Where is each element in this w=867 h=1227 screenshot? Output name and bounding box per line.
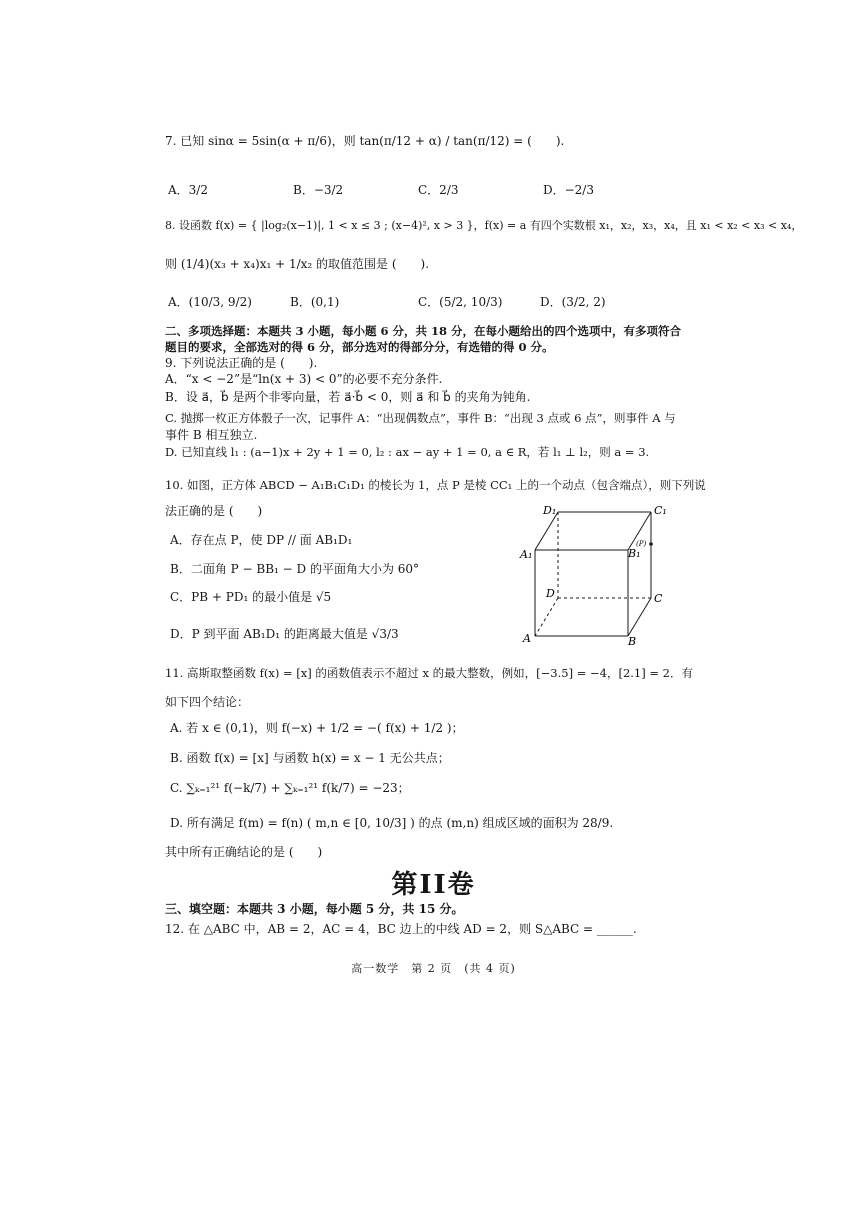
q7-option-b: B．−3/2: [293, 183, 344, 197]
q7-option-a: A．3/2: [168, 183, 208, 197]
label-p: (P): [636, 540, 647, 548]
q11-option-a: A. 若 x ∈ (0,1)，则 f(−x) + 1/2 = −( f(x) + 1/2 )；: [170, 721, 464, 735]
q10-option-b: B．二面角 P − BB₁ − D 的平面角大小为 60°: [170, 562, 420, 576]
section2-heading-line2: 题目的要求，全部选对的得 6 分，部分选对的得部分分，有选错的得 0 分。: [165, 340, 554, 354]
q11-stem-line2: 如下四个结论：: [165, 695, 250, 709]
page-footer: 高一数学 第 2 页 (共 4 页): [351, 962, 516, 975]
q9-stem: 9. 下列说法正确的是 ( ).: [165, 356, 318, 370]
q8-option-c: C．(5/2, 10/3): [418, 295, 503, 309]
q10-option-d: D．P 到平面 AB₁D₁ 的距离最大值是 √3/3: [170, 627, 399, 641]
q9-option-a: A．“x < −2”是“ln(x + 3) < 0”的必要不充分条件.: [165, 372, 443, 386]
part2-title: 第II卷: [391, 870, 476, 900]
label-a1: A₁: [520, 548, 533, 561]
q9-option-c-line1: C. 抛掷一枚正方体骰子一次，记事件 A：“出现偶数点”，事件 B：“出现 3 点或 6 点”，则事件 A 与: [165, 411, 676, 425]
q7-option-c: C．2/3: [418, 183, 459, 197]
cube-figure: [515, 498, 675, 648]
q8-option-b: B．(0,1): [290, 295, 340, 309]
q11-stem-line1: 11. 高斯取整函数 f(x) = [x] 的函数值表示不超过 x 的最大整数，例如，[−3.5] = −4，[2.1] = 2．有: [165, 666, 693, 680]
label-d: D: [546, 587, 555, 600]
q11-tail: 其中所有正确结论的是 ( ): [165, 845, 323, 859]
q7-stem: 7. 已知 sinα = 5sin(α + π/6)，则 tan(π/12 + α) / tan(π/12) = ( ).: [165, 134, 565, 148]
q9-option-c-line2: 事件 B 相互独立.: [165, 428, 258, 442]
section3-heading: 三、填空题：本题共 3 小题，每小题 5 分，共 15 分。: [165, 902, 464, 916]
label-c: C: [654, 592, 663, 605]
q8-stem-2: 则 (1/4)(x₃ + x₄)x₁ + 1/x₂ 的取值范围是 ( ).: [165, 257, 430, 271]
q12-stem: 12. 在 △ABC 中，AB = 2，AC = 4，BC 边上的中线 AD = 2，则 S△ABC = ______.: [165, 922, 637, 936]
label-a: A: [523, 632, 531, 645]
section2-heading-line1: 二、多项选择题：本题共 3 小题，每小题 6 分，共 18 分，在每小题给出的四个选项中，有多项符合: [165, 324, 682, 338]
q7-option-d: D．−2/3: [543, 183, 594, 197]
q8-option-d: D．(3/2, 2): [540, 295, 606, 309]
q10-option-a: A．存在点 P，使 DP // 面 AB₁D₁: [170, 533, 353, 547]
edge-da-hidden: [535, 598, 558, 636]
label-d1: D₁: [543, 504, 557, 517]
point-p: [649, 542, 653, 546]
q11-option-b: B. 函数 f(x) = [x] 与函数 h(x) = x − 1 无公共点；: [170, 751, 450, 765]
q8-option-a: A．(10/3, 9/2): [168, 295, 252, 309]
q10-stem-line1: 10. 如图，正方体 ABCD − A₁B₁C₁D₁ 的棱长为 1，点 P 是棱 CC₁ 上的一个动点（包含端点），则下列说: [165, 478, 706, 492]
label-b: B: [628, 635, 637, 648]
q10-option-c: C．PB + PD₁ 的最小值是 √5: [170, 590, 332, 604]
q9-option-b: B．设 a⃗，b⃗ 是两个非零向量，若 a⃗·b⃗ < 0，则 a⃗ 和 b⃗ 的夹角为钝角.: [165, 390, 531, 404]
q9-option-d: D. 已知直线 l₁ : (a−1)x + 2y + 1 = 0, l₂ : ax − ay + 1 = 0, a ∈ R，若 l₁ ⊥ l₂，则 a = 3.: [165, 445, 650, 459]
edge-cb: [628, 598, 651, 636]
q8-stem: 8. 设函数 f(x) = { |log₂(x−1)|, 1 < x ≤ 3 ; (x−4)², x > 3 }，f(x) = a 有四个实数根 x₁，x₂，x₃，x₄，且 x₁ < x₂ < x₃ < x₄，: [165, 219, 803, 232]
label-b1: B₁: [628, 547, 641, 560]
label-c1: C₁: [654, 504, 667, 517]
q10-stem-line2: 法正确的是 ( ): [165, 504, 263, 518]
q11-option-c: C. ∑ₖ₌₁²¹ f(−k/7) + ∑ₖ₌₁²¹ f(k/7) = −23；: [170, 781, 410, 795]
edge-a1d1: [535, 512, 558, 550]
q11-option-d: D. 所有满足 f(m) = f(n) ( m,n ∈ [0, 10/3] ) 的点 (m,n) 组成区域的面积为 28/9.: [170, 816, 614, 830]
